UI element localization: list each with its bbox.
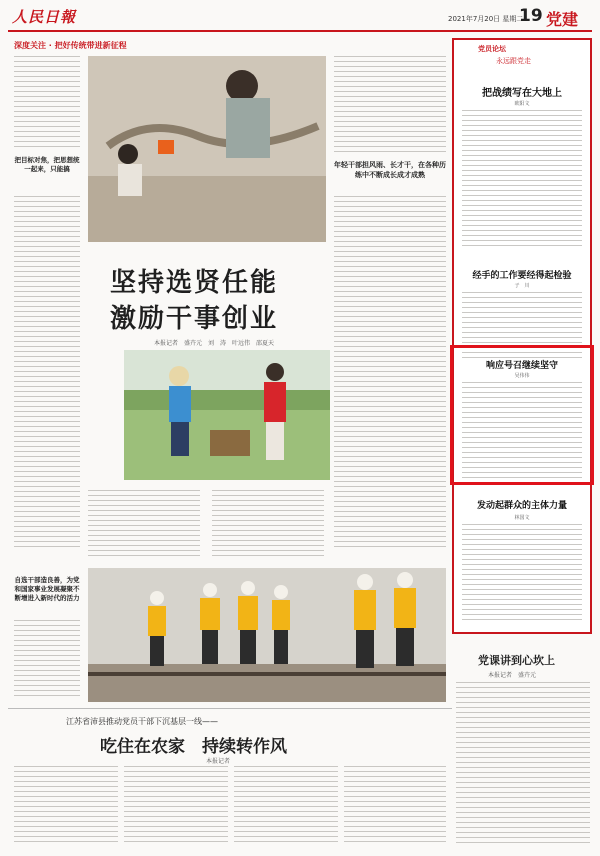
sidebar-article-title: 把战绩写在大地上	[482, 88, 562, 99]
sidebar-article-title: 响应号召继续坚守	[485, 361, 558, 371]
sidebar-article-title: 发动起群众的主体力量	[476, 501, 567, 511]
subhead: 把目标对焦，把思想统一起来，只能搞	[14, 156, 80, 173]
text-block	[14, 766, 118, 846]
newspaper-logo: 人民日報	[12, 8, 77, 26]
sidebar-article-author: 吴伟伟	[514, 373, 530, 379]
farm-photo	[124, 350, 330, 480]
top-photo	[88, 56, 326, 242]
feature-headline-line1: 坚持选贤任能	[110, 268, 279, 298]
lower-byline: 本报记者	[206, 758, 231, 765]
bottom-right-headline: 党课讲到心坎上	[478, 654, 555, 667]
feature-headline-line2: 激励干事创业	[110, 304, 279, 334]
page-number: 19	[519, 6, 543, 26]
opinion-sidebar	[452, 38, 592, 634]
sidebar-subtitle: 永远跟党走	[496, 57, 531, 65]
subhead: 自选干部造良善，为党和国家事业发展凝聚不断增进入新时代的活力	[14, 576, 80, 602]
text-block	[14, 196, 80, 550]
sidebar-tag: 党员论坛	[478, 45, 506, 53]
text-block	[14, 56, 80, 150]
sidebar-article-author: 欧阳文	[514, 101, 530, 107]
issue-date: 2021年7月20日 星期二	[448, 15, 524, 23]
text-block	[14, 620, 80, 700]
subhead: 年轻干部担风雨、长才干，在各种历练中不断成长成才成熟	[334, 160, 446, 179]
section-divider	[8, 708, 452, 709]
text-block	[334, 56, 446, 154]
lower-kicker: 江苏省沛县推动党员干部下沉基层一线——	[66, 717, 218, 726]
sidebar-article-author: 子 川	[514, 283, 530, 289]
text-block	[344, 766, 446, 846]
highlight-box	[450, 345, 594, 485]
text-block	[462, 524, 582, 620]
text-block	[88, 490, 200, 560]
masthead-rule	[8, 30, 592, 32]
feature-byline: 本报记者 盛卉元 刘 涛 叶远伟 邵夏天	[154, 340, 275, 347]
text-block	[234, 766, 338, 846]
text-block	[334, 196, 446, 550]
feature-tag: 深度关注 · 把好传统带进新征程	[14, 41, 127, 50]
masthead	[8, 4, 592, 32]
text-block	[212, 490, 324, 560]
workers-photo	[88, 568, 446, 702]
text-block	[462, 110, 582, 250]
bottom-right-byline: 本报记者 盛卉元	[488, 672, 537, 679]
sidebar-article-author: 林国文	[514, 515, 530, 521]
section-name: 党建	[546, 10, 579, 29]
sidebar-article-title: 经手的工作要经得起检验	[472, 271, 572, 281]
lower-headline: 吃住在农家 持续转作风	[100, 737, 287, 757]
text-block	[456, 682, 590, 846]
text-block	[124, 766, 228, 846]
